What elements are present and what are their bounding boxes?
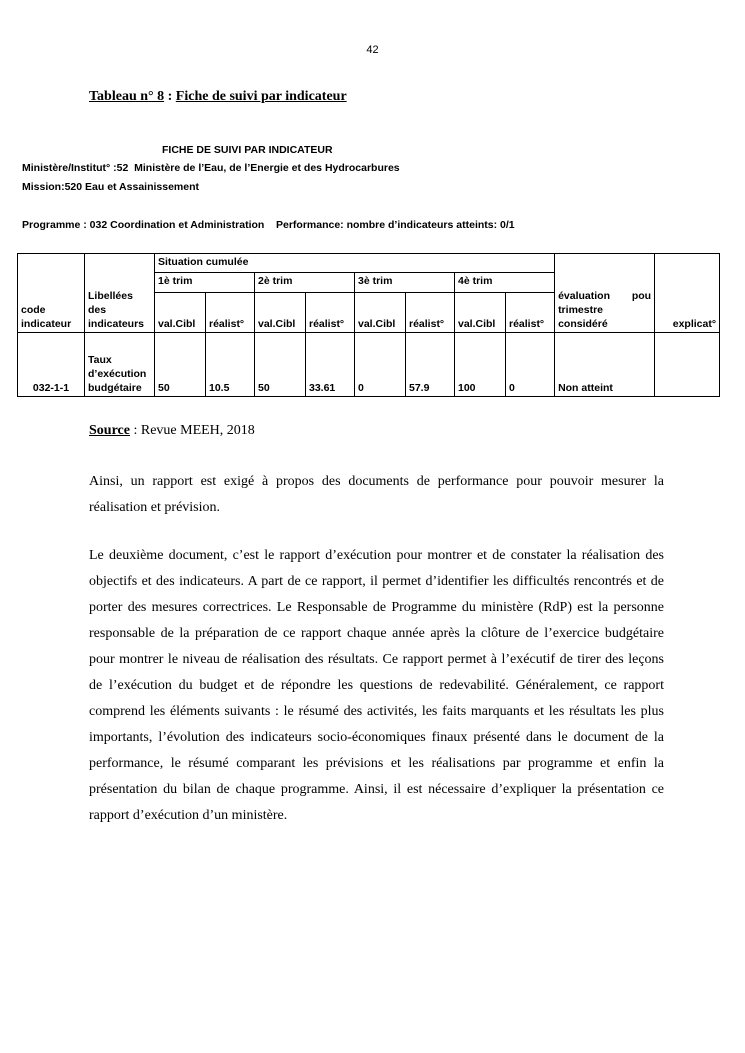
evaluation-header-word-1: évaluation: [558, 290, 610, 302]
value-target-q3: 0: [355, 333, 406, 397]
situation-header: Situation cumulée: [155, 254, 555, 273]
value-actual-q1: 10.5: [206, 333, 255, 397]
source-line: [89, 423, 255, 439]
code-header: [18, 273, 85, 333]
value-target-q1: 50: [155, 333, 206, 397]
quarter-3-header-spacer: [406, 273, 455, 293]
quarter-4-header: 4è trim: [455, 273, 506, 293]
paragraph-2: Le deuxième document, c’est le rapport d’exécution pour montrer et de constater la réalisation des objectifs et des indicateurs. A part de ce rapport, il permet d’identifier les difficultés rencontrés et de porter des mesures correctrices. Le Responsable de Programme du ministère (RdP) est la personne responsable de la préparation de ce rapport chaque année après la clôture de l’exercice budgétaire pour montrer le niveau de réalisation des résultats. Ce rapport permet à l’exécutif de tirer des leçons de l’exécution du budget et de répondre les questions de redevabilité. Généralement, ce rapport comprend les éléments suivants : le résumé des activités, les faits marquants et les résultats les plus importants, l’évolution des indicateurs socio-économiques finaux présenté dans le document de la performance, le résumé comparant les prévisions et les réalisations par programme et enfin la présentation du bilan de chaque programme. Ainsi, il est nécessaire d’expliquer la présentation ce rapport d’exécution d’un ministère.: [89, 548, 664, 823]
code-header-line-1: code: [21, 304, 46, 316]
explic-header-top: [655, 254, 720, 273]
source-label: Source: [89, 423, 130, 438]
label-header-line-1: Libellées: [88, 290, 133, 302]
table-caption-title: Fiche de suivi par indicateur: [175, 89, 347, 104]
evaluation-header-line-3: considéré: [558, 318, 608, 330]
indicator-label-line-3: budgétaire: [88, 382, 142, 394]
page-number: 42: [366, 44, 379, 56]
subheader-actual-q1: réalist°: [206, 293, 255, 333]
mission-line: Mission:520 Eau et Assainissement: [22, 181, 200, 193]
indicator-label: [85, 333, 155, 397]
label-header: [85, 273, 155, 333]
value-actual-q2: 33.61: [306, 333, 355, 397]
evaluation-header: [555, 273, 655, 333]
indicator-tracking-table: [17, 253, 720, 397]
quarter-2-header: 2è trim: [255, 273, 306, 293]
sheet-title: FICHE DE SUIVI PAR INDICATEUR: [162, 144, 333, 156]
subheader-target-q3: val.Cibl: [355, 293, 406, 333]
value-target-q4: 100: [455, 333, 506, 397]
subheader-actual-q3: réalist°: [406, 293, 455, 333]
quarter-4-header-spacer: [506, 273, 555, 293]
table-caption-separator: :: [164, 89, 176, 104]
evaluation-header-line-1: [558, 289, 651, 303]
header-row-quarters: [18, 273, 720, 293]
code-header-top: [18, 254, 85, 273]
code-header-line-2: indicateur: [21, 318, 72, 330]
value-actual-q3: 57.9: [406, 333, 455, 397]
ministry-line: Ministère/Institut° :52 Ministère de l’Eau, de l’Energie et des Hydrocarbures: [22, 162, 400, 174]
quarter-1-header: 1è trim: [155, 273, 206, 293]
quarter-3-header: 3è trim: [355, 273, 406, 293]
quarter-1-header-spacer: [206, 273, 255, 293]
value-actual-q4: 0: [506, 333, 555, 397]
value-target-q2: 50: [255, 333, 306, 397]
label-header-line-2: des: [88, 304, 107, 316]
indicator-label-line-2: d’exécution: [88, 368, 147, 380]
explanation-header: explicat°: [655, 273, 720, 333]
paragraph-1: Ainsi, un rapport est exigé à propos des documents de performance pour pouvoir mesurer la réalisation et prévision.: [89, 474, 664, 515]
evaluation-header-word-2: pou: [631, 290, 652, 302]
subheader-actual-q4: réalist°: [506, 293, 555, 333]
header-row-situation: [18, 254, 720, 273]
indicator-label-line-1: Taux: [88, 354, 112, 366]
label-header-top: [85, 254, 155, 273]
table-caption: [89, 89, 347, 105]
programme-line: Programme : 032 Coordination et Administration Performance: nombre d’indicateurs atteints: 0/1: [22, 219, 515, 231]
explanation-value: [655, 333, 720, 397]
source-text: : Revue MEEH, 2018: [129, 423, 255, 438]
evaluation-value: Non atteint: [555, 333, 655, 397]
subheader-actual-q2: réalist°: [306, 293, 355, 333]
table-caption-label: Tableau n° 8: [89, 89, 165, 104]
subheader-target-q2: val.Cibl: [255, 293, 306, 333]
evaluation-header-line-2: trimestre: [558, 304, 604, 316]
indicator-code: 032-1-1: [18, 333, 85, 397]
table-row: [18, 333, 720, 397]
subheader-target-q1: val.Cibl: [155, 293, 206, 333]
quarter-2-header-spacer: [306, 273, 355, 293]
subheader-target-q4: val.Cibl: [455, 293, 506, 333]
label-header-line-3: indicateurs: [88, 318, 145, 330]
eval-header-top: [555, 254, 655, 273]
